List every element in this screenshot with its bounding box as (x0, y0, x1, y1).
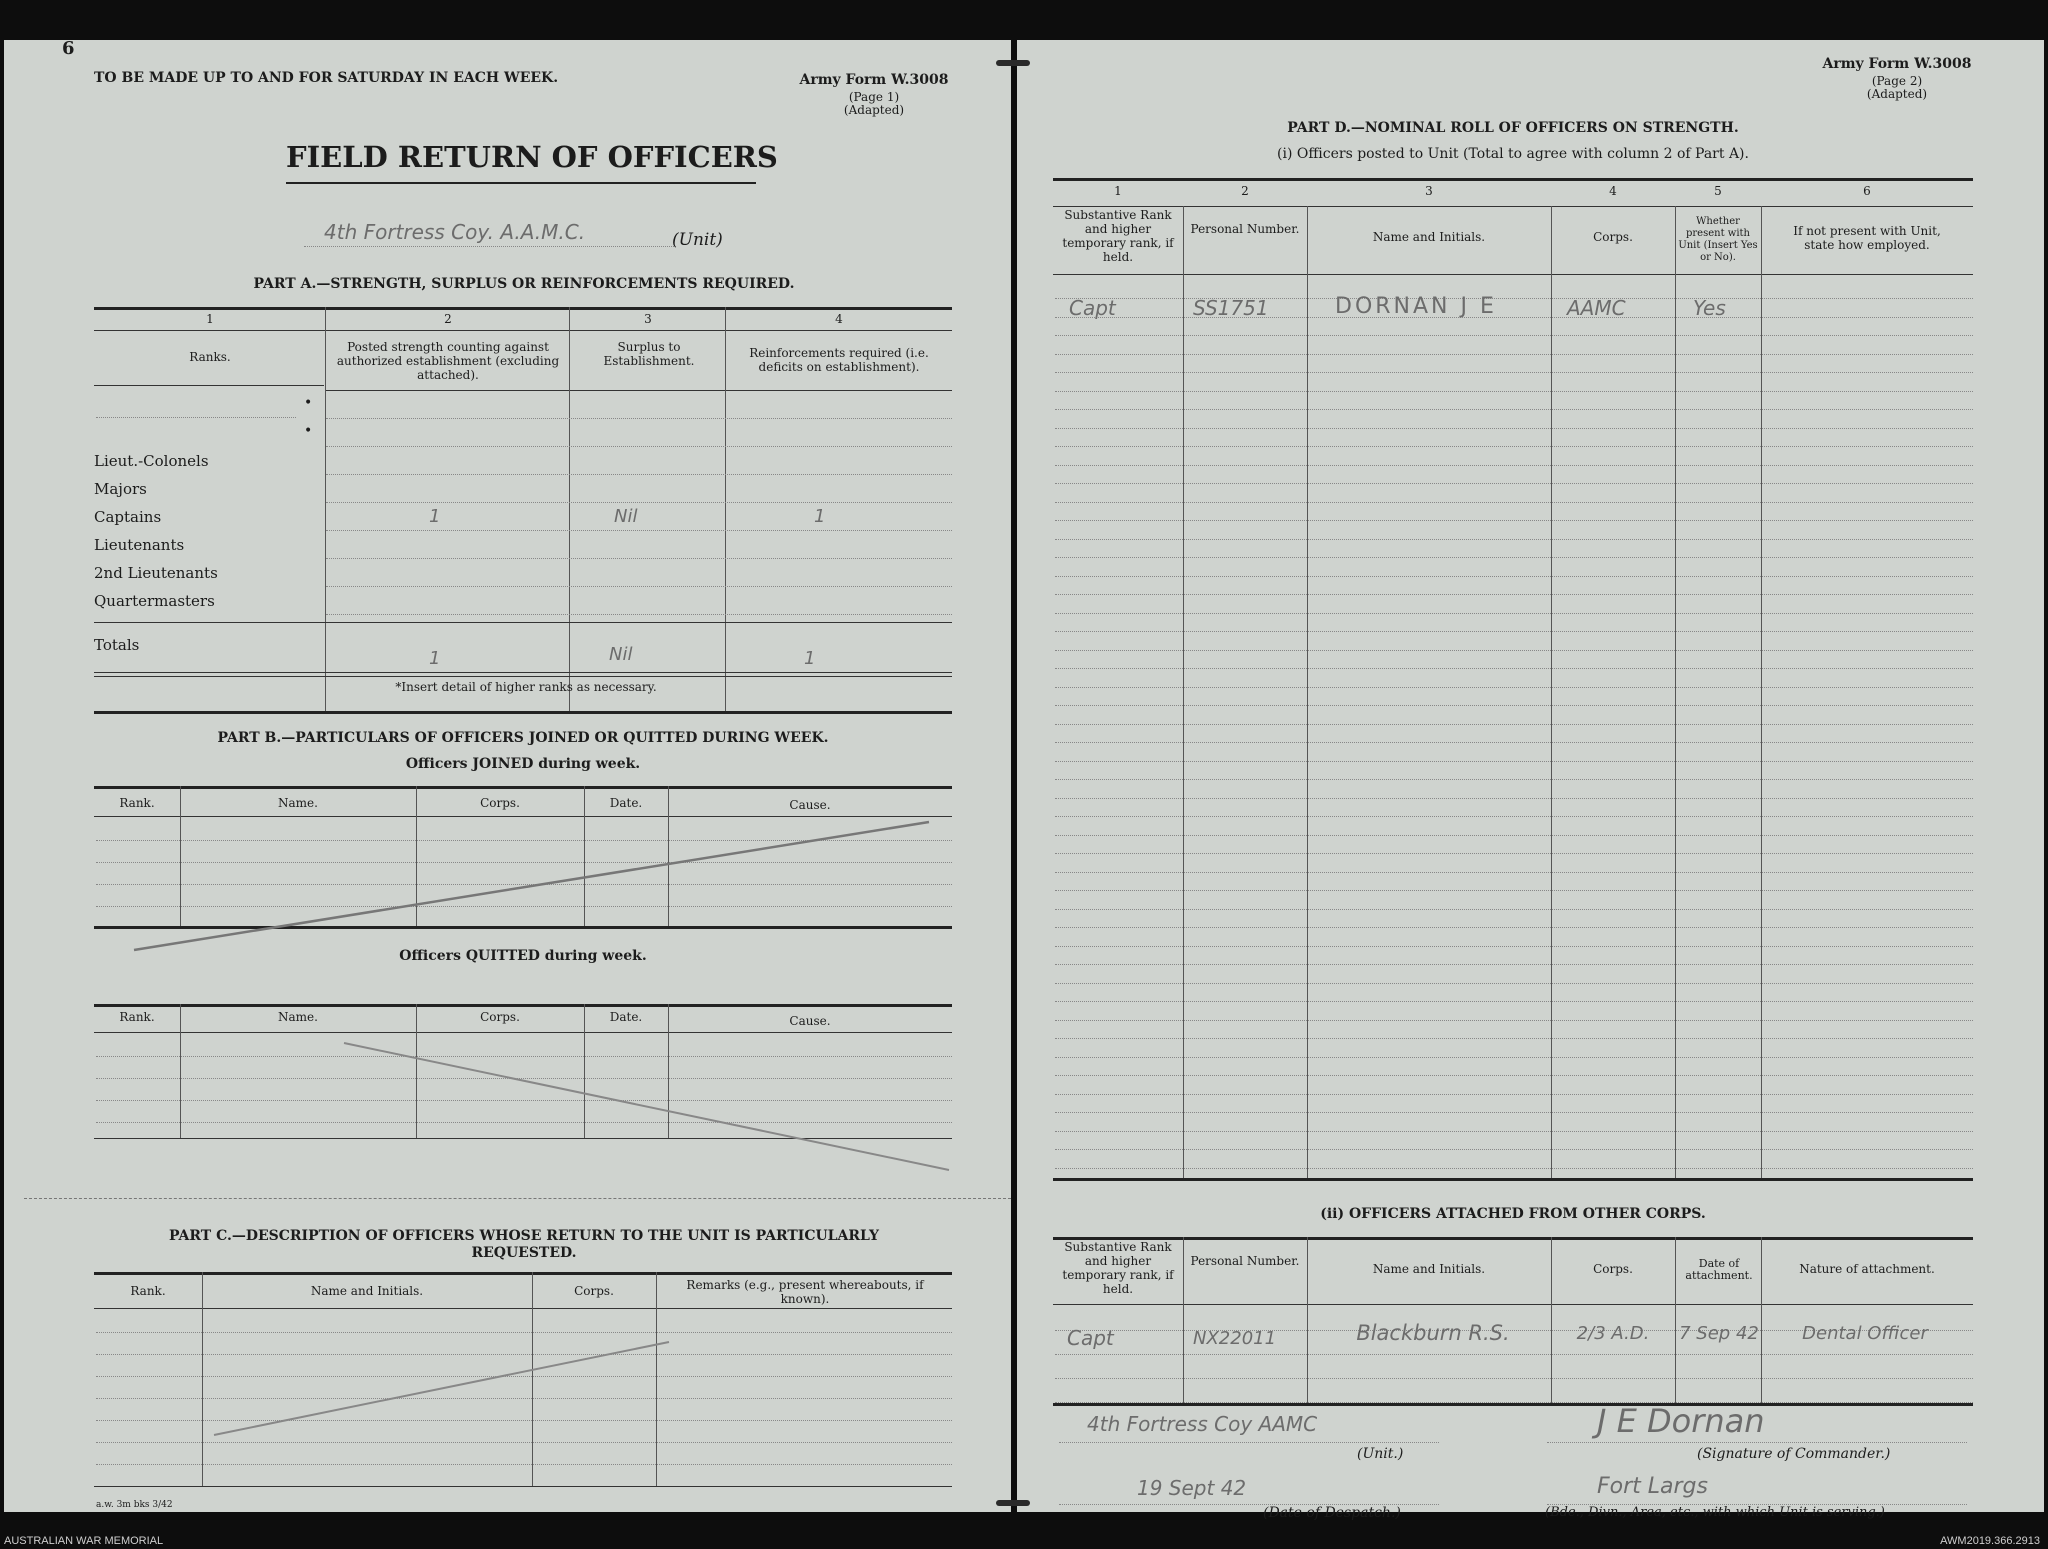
totals-reinforcements-value: 1 (804, 648, 816, 669)
ruled-line (1055, 539, 1973, 540)
footer-archive-name: AUSTRALIAN WAR MEMORIAL (4, 1535, 164, 1547)
ruled-line (1055, 483, 1973, 484)
despatch-date-label: (Date of Despatch.) (1263, 1505, 1401, 1521)
rank-label: Captains (94, 508, 162, 526)
pd-col-head-number: Personal Number. (1190, 222, 1300, 236)
ruled-line (1055, 946, 1973, 947)
pd2-entry-nature: Dental Officer (1802, 1323, 1928, 1344)
pd-col-head-present: Whether present with Unit (Insert Yes or No). (1678, 216, 1758, 263)
pd2-col-head-name: Name and Initials. (1372, 1262, 1486, 1276)
bullet-2: • (304, 423, 313, 439)
pd-col-num-3: 3 (1425, 184, 1433, 198)
pd-entry-corps: AAMC (1567, 296, 1626, 320)
pd-entry-rank: Capt (1069, 296, 1116, 320)
sign-unit-handwritten: 4th Fortress Coy AAMC (1087, 1412, 1318, 1436)
col-num-3: 3 (644, 312, 652, 326)
ruled-line (1055, 724, 1973, 725)
ruled-line (1055, 520, 1973, 521)
ruled-line (1055, 705, 1973, 706)
ruled-line (1055, 927, 1973, 928)
pd2-col-head-date: Date of attachment. (1685, 1257, 1753, 1282)
form-adapted-2: (Adapted) (1866, 87, 1928, 101)
signature-handwritten: J E Dornan (1597, 1402, 1765, 1440)
ruled-line (1055, 890, 1973, 891)
rank-label: Quartermasters (94, 592, 215, 610)
pd2-entry-rank: Capt (1067, 1326, 1114, 1350)
ruled-line (1055, 465, 1973, 466)
captains-surplus-value: Nil (614, 506, 638, 527)
ruled-line (1055, 354, 1973, 355)
joined-col-rank: Rank. (119, 796, 155, 810)
part-a-heading: PART A.—STRENGTH, SURPLUS OR REINFORCEMENTS REQUIRED. (253, 276, 795, 292)
pd2-entry-date: 7 Sep 42 (1679, 1323, 1759, 1344)
pd-entry-name: DORNAN J E (1335, 294, 1497, 319)
ruled-line (1055, 576, 1973, 577)
footer-accession-number: AWM2019.366.2913 (1940, 1535, 2040, 1547)
pd-col-num-6: 6 (1863, 184, 1871, 198)
form-page-1 (4, 40, 1011, 1512)
binder-ring (996, 60, 1030, 66)
quitted-col-name: Name. (278, 1010, 318, 1024)
joined-col-corps: Corps. (480, 796, 520, 810)
form-title: FIELD RETURN OF OFFICERS (286, 140, 778, 174)
ruled-line (1055, 853, 1973, 854)
col-num-2: 2 (444, 312, 452, 326)
pd2-col-head-nature: Nature of attachment. (1799, 1262, 1935, 1276)
cancellation-strokes (4, 40, 1011, 1512)
pd-col-num-2: 2 (1241, 184, 1249, 198)
col-num-4: 4 (835, 312, 843, 326)
ruled-line (1055, 983, 1973, 984)
ruled-line (1055, 816, 1973, 817)
ruled-line (1055, 650, 1973, 651)
pd2-entry-corps: 2/3 A.D. (1576, 1323, 1650, 1344)
pd-col-head-rank: Substantive Rank and higher temporary rank, if held. (1062, 208, 1174, 264)
bullet-1: • (304, 395, 313, 411)
rank-label: Lieutenants (94, 536, 185, 554)
joined-col-cause: Cause. (789, 798, 831, 812)
ruled-line (1055, 1168, 1973, 1169)
ruled-line (1055, 1112, 1973, 1113)
form-number-2: Army Form W.3008 (1822, 56, 1972, 72)
pd2-col-head-number: Personal Number. (1190, 1254, 1300, 1268)
ruled-line (1055, 872, 1973, 873)
ruled-line (1055, 835, 1973, 836)
col-head-reinforcements: Reinforcements required (i.e. deficits on establishment). (749, 346, 929, 374)
captains-reinforcements-value: 1 (814, 506, 826, 527)
part-d-heading: PART D.—NOMINAL ROLL OF OFFICERS ON STRENGTH. (1287, 120, 1739, 136)
unit-label: (Unit) (672, 230, 723, 250)
ruled-line (1055, 1020, 1973, 1021)
ruled-line (1055, 964, 1973, 965)
despatch-date-handwritten: 19 Sept 42 (1137, 1476, 1247, 1500)
ruled-line (1055, 557, 1973, 558)
part-c-heading: PART C.—DESCRIPTION OF OFFICERS WHOSE RETURN TO THE UNIT IS PARTICULARLY REQUESTED. (169, 1228, 879, 1261)
ruled-line (1055, 761, 1973, 762)
ruled-line (1055, 798, 1973, 799)
totals-posted-value: 1 (429, 648, 441, 669)
part-c-col-name: Name and Initials. (310, 1284, 424, 1298)
pd2-entry-number: NX22011 (1193, 1328, 1277, 1349)
ruled-line (1055, 1149, 1973, 1150)
totals-surplus-value: Nil (609, 644, 633, 665)
signature-label: (Signature of Commander.) (1697, 1446, 1891, 1462)
sign-unit-label: (Unit.) (1357, 1446, 1404, 1462)
pd-col-num-5: 5 (1714, 184, 1722, 198)
quitted-col-corps: Corps. (480, 1010, 520, 1024)
ruled-line (1055, 687, 1973, 688)
part-a-footnote: *Insert detail of higher ranks as necessary. (395, 680, 657, 694)
totals-label: Totals (94, 636, 140, 654)
col-num-1: 1 (206, 312, 214, 326)
col-head-surplus: Surplus to Establishment. (603, 340, 695, 368)
form-page: (Page 1) (848, 90, 900, 104)
ruled-line (1055, 668, 1973, 669)
pd-col-head-name: Name and Initials. (1372, 230, 1486, 244)
ruled-line (1055, 446, 1973, 447)
ruled-line (1055, 409, 1973, 410)
part-c-col-corps: Corps. (574, 1284, 614, 1298)
rank-label: 2nd Lieutenants (94, 564, 218, 582)
ruled-line (1055, 1057, 1973, 1058)
quitted-col-date: Date. (609, 1010, 643, 1024)
pd2-col-head-rank: Substantive Rank and higher temporary rank, if held. (1062, 1240, 1174, 1296)
ruled-line (1055, 1378, 1973, 1379)
pd-entry-number: SS1751 (1193, 296, 1269, 320)
place-handwritten: Fort Largs (1597, 1474, 1708, 1499)
instruction-text: TO BE MADE UP TO AND FOR SATURDAY IN EACH WEEK. (94, 70, 559, 86)
ruled-line (1055, 631, 1973, 632)
pd2-entry-name: Blackburn R.S. (1356, 1321, 1510, 1345)
form-page-2 (1017, 40, 2044, 1512)
joined-col-name: Name. (278, 796, 318, 810)
ruled-line (1055, 372, 1973, 373)
pd-col-head-corps: Corps. (1593, 230, 1633, 244)
ruled-line (1055, 1038, 1973, 1039)
ruled-line (1055, 1354, 1973, 1355)
ruled-line (1055, 1131, 1973, 1132)
ruled-line (1055, 1001, 1973, 1002)
part-d2-heading: (ii) OFFICERS ATTACHED FROM OTHER CORPS. (1320, 1206, 1706, 1222)
ruled-line (1055, 335, 1973, 336)
page-mark: 6 (62, 40, 75, 59)
unit-handwritten: 4th Fortress Coy. A.A.M.C. (324, 220, 586, 244)
ruled-line (1055, 502, 1973, 503)
pd-col-num-4: 4 (1609, 184, 1617, 198)
ruled-line (1055, 428, 1973, 429)
ruled-line (1055, 1094, 1973, 1095)
ruled-line (1055, 594, 1973, 595)
part-d-subheading: (i) Officers posted to Unit (Total to agree with column 2 of Part A). (1277, 146, 1749, 162)
col-head-posted: Posted strength counting against authorized establishment (excluding attached). (336, 340, 560, 382)
ruled-line (1055, 391, 1973, 392)
joined-col-date: Date. (609, 796, 643, 810)
quitted-col-rank: Rank. (119, 1010, 155, 1024)
ruled-line (1055, 779, 1973, 780)
ruled-line (1055, 613, 1973, 614)
print-code: a.w. 3m bks 3/42 (96, 1500, 173, 1510)
form-page-2-label: (Page 2) (1871, 74, 1923, 88)
pd2-col-head-corps: Corps. (1593, 1262, 1633, 1276)
part-c-col-remarks: Remarks (e.g., present whereabouts, if known). (686, 1278, 924, 1306)
rank-label: Majors (94, 480, 147, 498)
joined-heading: Officers JOINED during week. (405, 756, 641, 772)
pd-col-head-employed: If not present with Unit, state how employed. (1793, 224, 1941, 252)
ruled-line (1055, 1075, 1973, 1076)
ruled-line (1055, 742, 1973, 743)
place-label: (Bde., Divn., Area, etc., with which Unit is serving.) (1545, 1505, 1885, 1520)
captains-posted-value: 1 (429, 506, 441, 527)
quitted-heading: Officers QUITTED during week. (399, 948, 647, 964)
col-head-ranks: Ranks. (189, 350, 231, 364)
part-c-col-rank: Rank. (130, 1284, 166, 1298)
part-b-heading: PART B.—PARTICULARS OF OFFICERS JOINED OR QUITTED DURING WEEK. (217, 730, 829, 746)
binder-ring (996, 1500, 1030, 1506)
pd-col-num-1: 1 (1114, 184, 1122, 198)
form-adapted: (Adapted) (843, 103, 905, 117)
form-number: Army Form W.3008 (799, 72, 949, 88)
rank-label: Lieut.-Colonels (94, 452, 209, 470)
pd-entry-present: Yes (1693, 296, 1726, 320)
quitted-col-cause: Cause. (789, 1014, 831, 1028)
ruled-line (1055, 909, 1973, 910)
